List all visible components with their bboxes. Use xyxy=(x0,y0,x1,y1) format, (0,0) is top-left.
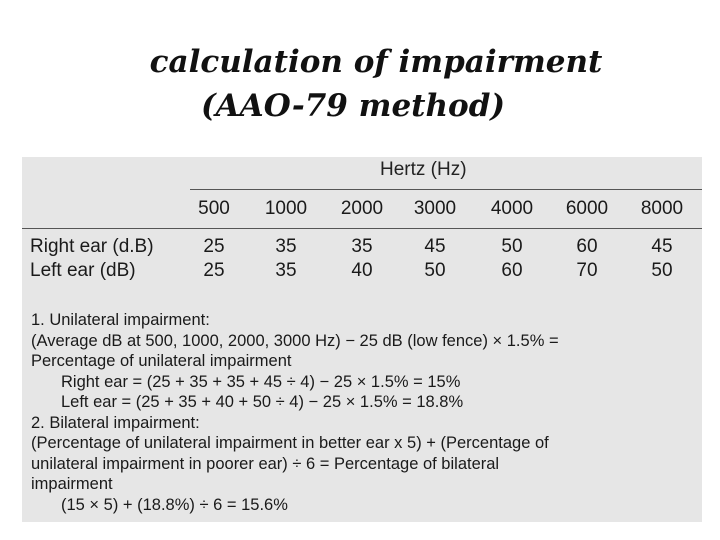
freq-cell: 1000 xyxy=(264,198,308,219)
impairment-table-panel xyxy=(22,157,702,522)
freq-cell: 8000 xyxy=(640,198,684,219)
freq-cell: 2000 xyxy=(340,198,384,219)
divider-top xyxy=(190,189,702,190)
value-cell: 25 xyxy=(203,236,225,257)
note-line: (Percentage of unilateral impairment in better ear x 5) + (Percentage of xyxy=(31,434,549,452)
freq-cell: 4000 xyxy=(490,198,534,219)
table-row-left-ear xyxy=(22,260,702,284)
note-line: unilateral impairment in poorer ear) ÷ 6 = Percentage of bilateral xyxy=(31,454,500,473)
value-cell: 25 xyxy=(203,260,225,281)
value-cell: 60 xyxy=(576,236,598,257)
title-line-1: calculation of impairment xyxy=(149,44,603,80)
freq-cell: 3000 xyxy=(413,198,457,219)
value-cell: 45 xyxy=(424,236,446,257)
note-line: (Average dB at 500, 1000, 2000, 3000 Hz) − 25 dB (low fence) × 1.5% = xyxy=(31,331,559,350)
value-cell: 50 xyxy=(501,236,523,257)
note-line: Right ear = (25 + 35 + 35 + 45 ÷ 4) − 25 × 1.5% = 15% xyxy=(61,372,461,391)
value-cell: 35 xyxy=(275,236,297,257)
table-row-right-ear xyxy=(22,236,702,260)
value-cell: 35 xyxy=(275,260,297,281)
slide-title xyxy=(0,40,720,128)
value-cell: 50 xyxy=(651,260,673,281)
value-cell: 50 xyxy=(424,260,446,281)
freq-cell: 500 xyxy=(198,198,230,219)
calculation-notes xyxy=(31,310,696,515)
note-line: Left ear = (25 + 35 + 40 + 50 ÷ 4) − 25 × 1.5% = 18.8% xyxy=(61,393,464,411)
note-line: Percentage of unilateral impairment xyxy=(31,352,292,370)
value-cell: 35 xyxy=(351,236,373,257)
note-line: (15 × 5) + (18.8%) ÷ 6 = 15.6% xyxy=(61,495,288,514)
title-line-2: (AAO-79 method) xyxy=(200,88,506,124)
freq-cell: 6000 xyxy=(565,198,609,219)
note-line: impairment xyxy=(31,475,113,493)
value-cell: 40 xyxy=(351,260,373,281)
note-line: 1. Unilateral impairment: xyxy=(31,311,210,329)
value-cell: 45 xyxy=(651,236,673,257)
frequency-row xyxy=(22,198,702,222)
row-label: Left ear (dB) xyxy=(30,260,136,281)
divider-middle xyxy=(22,228,702,229)
frequency-header-label: Hertz (Hz) xyxy=(380,159,467,180)
value-cell: 70 xyxy=(576,260,598,281)
row-label: Right ear (d.B) xyxy=(30,236,154,257)
value-cell: 60 xyxy=(501,260,523,281)
note-line: 2. Bilateral impairment: xyxy=(31,413,200,432)
